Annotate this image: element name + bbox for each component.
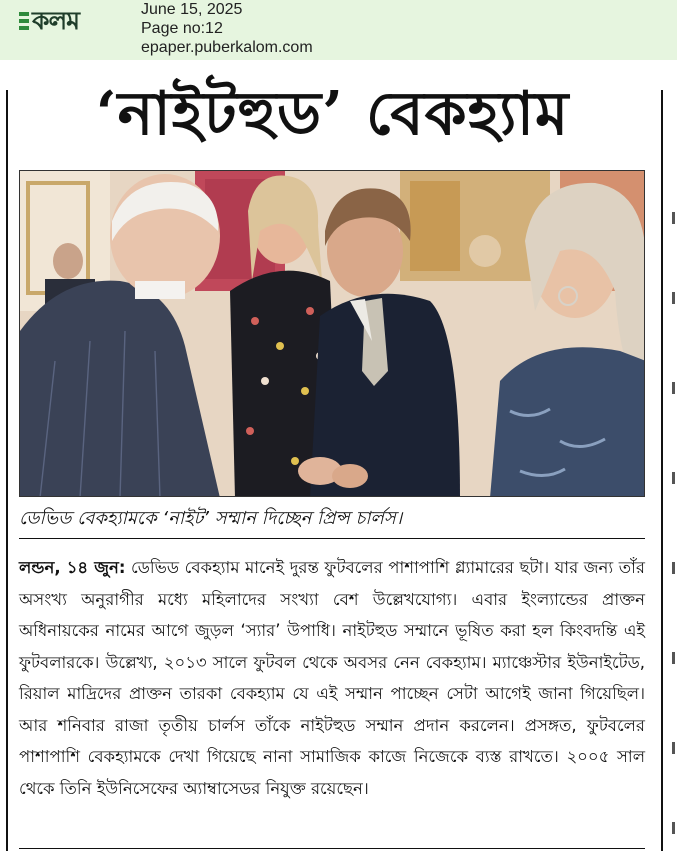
article-bottom-rule (19, 848, 645, 849)
logo-text: কলম (32, 6, 80, 35)
article-body (19, 552, 645, 804)
newspaper-logo[interactable] (18, 6, 123, 36)
epaper-header-bar (0, 0, 677, 60)
column-rule-left (6, 90, 8, 851)
epaper-site-link[interactable]: epaper.puberkalom.com (141, 39, 313, 56)
article-text: ডেভিড বেকহ্যাম মানেই দুরন্ত ফুটবলের পাশাপাশি গ্ল্যামারের ছটা। যার জন্য তাঁর অসংখ্য অনুরাগীর মধ্যে মহিলাদের সংখ্যা বেশ উল্লেখযোগ্য। এবার ইংল্যান্ডের প্রাক্তন অধিনায়কের নামের আগে জুড়ল ‘স্যার’ উপাধি। নাইটহুড সম্মানে ভূষিত করা হল কিংবদন্তি এই ফুটবলারকে। উল্লেখ্য, ২০১৩ সালে ফুটবল থেকে অবসর নেন বেকহ্যাম। ম্যাঞ্চেস্টার ইউনাইটেড, রিয়াল মাদ্রিদের প্রাক্তন তারকা বেকহ্যাম যে এই সম্মান পাচ্ছেন সেটা আগেই জানা গিয়েছিল। আর শনিবার রাজা তৃতীয় চার্লস তাঁকে নাইটহুড সম্মান প্রদান করলেন। প্রসঙ্গত, ফুটবলের পাশাপাশি বেকহ্যামকে দেখা গিয়েছে নানা সামাজিক কাজে নিজেকে ব্যস্ত রাখতে। ২০০৫ সাল থেকে তিনি ইউনিসেফের অ্যাম্বাসেডর নিযুক্ত রয়েছেন। (19, 558, 645, 798)
page-number: Page no:12 (141, 20, 223, 37)
edition-date: June 15, 2025 (141, 1, 243, 18)
caption-divider (19, 538, 645, 539)
article-photo[interactable] (19, 170, 645, 497)
article-headline: ‘নাইটহুড’ বেকহ্যাম (95, 79, 570, 149)
edition-meta (141, 0, 313, 57)
photo-caption: ডেভিড বেকহ্যামকে ‘নাইট’ সম্মান দিচ্ছেন প্রিন্স চার্লস। (19, 508, 403, 529)
logo-emblem-icon (18, 10, 31, 32)
article-dateline: লন্ডন, ১৪ জুন: (19, 558, 126, 577)
photo-illustration (20, 171, 645, 497)
adjacent-column-edge (670, 92, 677, 851)
column-rule-right (661, 90, 663, 851)
